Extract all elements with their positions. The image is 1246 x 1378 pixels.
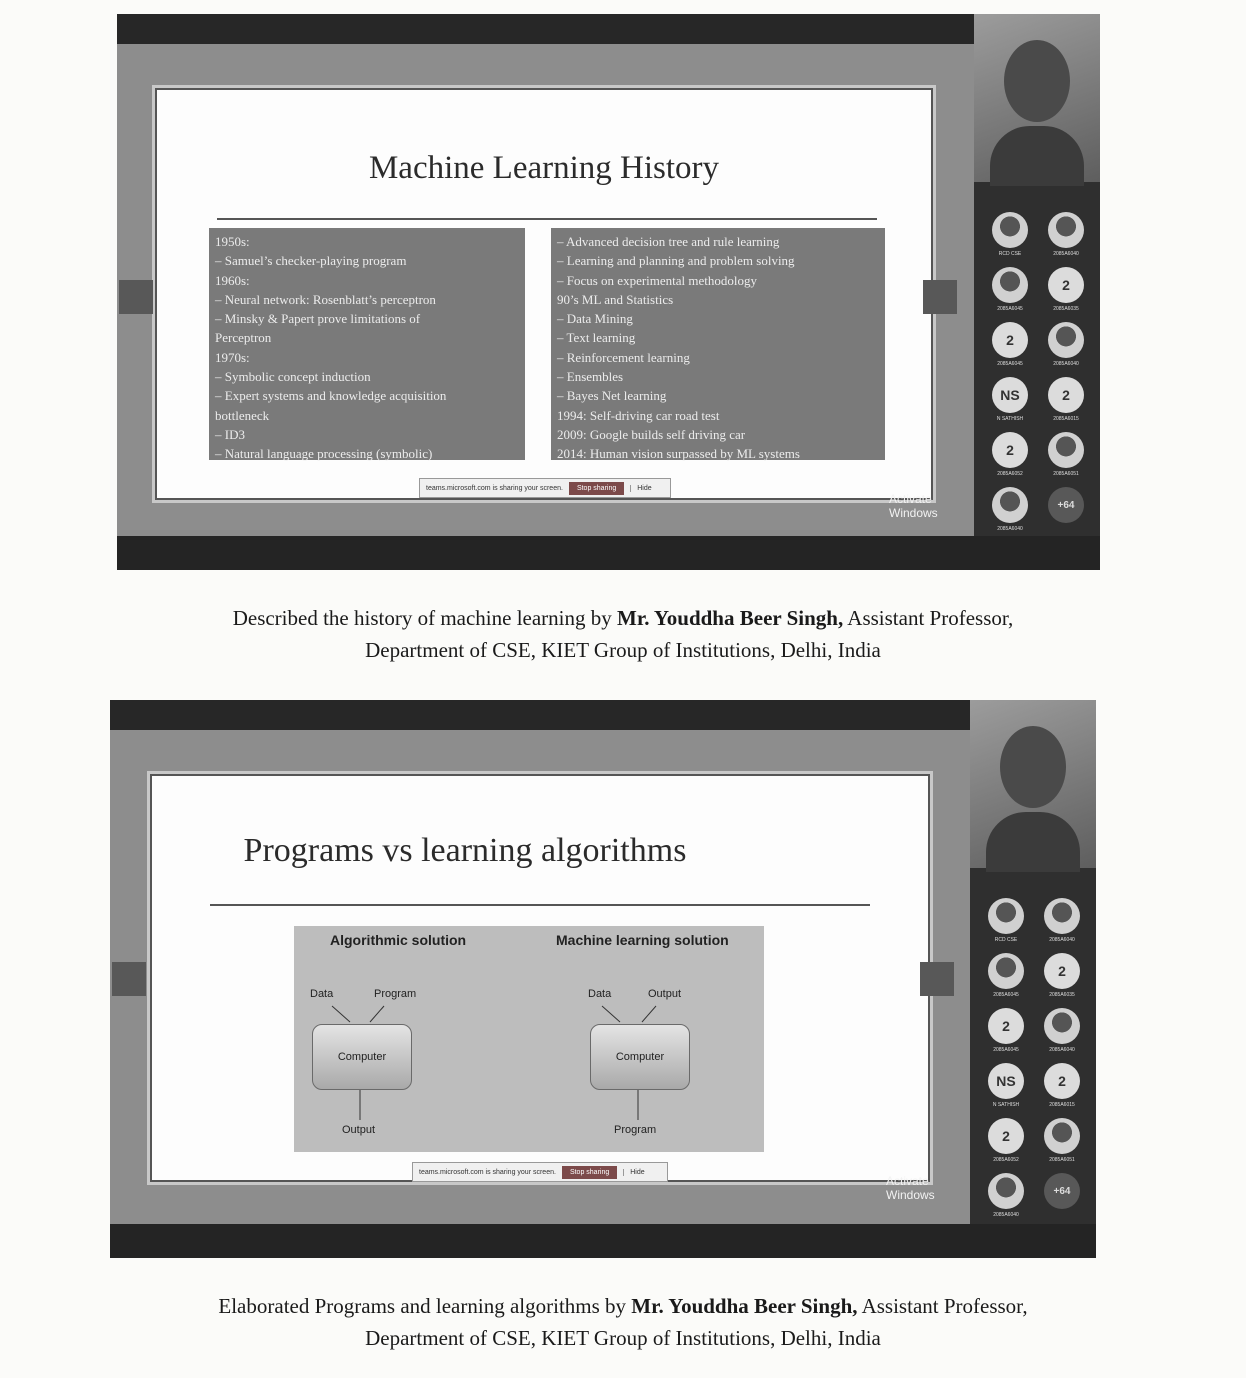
participant-name: 2085A6035 [1049,992,1075,998]
participant-initials: NS [988,1063,1024,1099]
participant-tile[interactable] [1034,953,1090,998]
title-divider [210,904,870,906]
meeting-bottom-bar [117,536,1100,570]
caption-1 [0,602,1246,666]
participant-avatar [988,1173,1024,1209]
participant-avatar [1044,1118,1080,1154]
history-line: 90’s ML and Statistics [557,291,674,307]
stop-sharing-button[interactable]: Stop sharing [562,1166,617,1179]
caption-2-role: Assistant Professor, [857,1294,1028,1318]
participant-name: 2085A6045 [997,361,1023,367]
history-line: – Data Mining [557,311,633,327]
caption-2-text: Elaborated Programs and learning algorithms by [218,1294,632,1318]
presenter-video [970,700,1096,868]
participant-tile[interactable] [978,953,1034,998]
history-line: – Text learning [557,330,636,346]
participant-name: 2085A6015 [1049,1102,1075,1108]
ml-output-label: Output [648,988,682,1000]
participant-avatar [1048,432,1084,468]
history-right-column [551,228,885,460]
screenshot-1 [117,14,1100,570]
caption-2 [0,1290,1246,1354]
participant-avatar [992,487,1028,523]
ml-program-label: Program [614,1124,657,1136]
history-line: – Ensembles [557,369,624,385]
history-line: – Natural language processing (symbolic) [215,446,433,462]
algorithmic-program-label: Program [374,988,417,1000]
caption-1-line-1 [0,602,1246,634]
participant-name: N SATHISH [992,1102,1020,1108]
history-line: – Expert systems and knowledge acquisition [215,388,447,404]
participant-initials: 2 [1048,267,1084,303]
participant-tile[interactable] [1038,267,1094,312]
share-status-text: teams.microsoft.com is sharing your screen. [426,484,563,492]
caption-2-line-1 [0,1290,1246,1322]
hide-button[interactable]: Hide [630,485,651,492]
caption-1-text: Described the history of machine learning by [232,606,617,630]
history-line: bottleneck [215,407,270,423]
screen-share-bar [412,1162,668,1182]
history-line: 1994: Self-driving car road test [557,407,720,423]
participant-tile[interactable] [982,322,1038,367]
history-line: – Minsky & Papert prove limitations of [215,311,421,327]
comparison-diagram [294,926,764,1152]
participant-name: 2085A6045 [993,992,1019,998]
history-line: 1950s: [215,234,250,249]
history-line: 1960s: [215,272,250,288]
screen-share-bar [419,478,671,498]
slide-title: Machine Learning History [368,150,720,186]
algorithmic-heading: Algorithmic solution [330,932,467,948]
participant-name: 2085A6045 [997,306,1023,312]
left-nav-handle[interactable] [112,962,146,996]
shared-screen-area [110,730,970,1224]
participant-avatar [1044,898,1080,934]
algorithmic-computer-box: Computer [312,1024,412,1090]
participant-name: 2085A6040 [993,1212,1019,1218]
participant-tile[interactable] [1034,898,1090,943]
history-line: – Advanced decision tree and rule learning [557,234,780,249]
participant-tile[interactable] [1034,1063,1090,1108]
slide [150,774,930,1182]
participant-tile[interactable] [982,267,1038,312]
participants-panel [974,14,1100,570]
participant-name: 2085A6051 [1049,1157,1075,1163]
participant-avatar [992,267,1028,303]
participant-avatar [1048,322,1084,358]
slide-title: Programs vs learning algorithms [243,832,687,869]
participant-initials: NS [992,377,1028,413]
participant-avatar [1048,212,1084,248]
algorithmic-data-label: Data [310,988,334,1000]
caption-1-line-2: Department of CSE, KIET Group of Institutions, Delhi, India [365,638,881,662]
participant-name: 2085A6040 [1049,937,1075,943]
participant-name: 2085A6040 [1053,251,1079,257]
participant-initials: 2 [992,432,1028,468]
algorithmic-output-label: Output [342,1124,376,1136]
screenshot-2 [110,700,1096,1258]
participant-initials: 2 [1048,377,1084,413]
history-line: – Learning and planning and problem solving [557,253,795,269]
participant-tile[interactable] [982,377,1038,422]
meeting-top-bar [117,14,1100,44]
participant-tile[interactable] [1038,487,1094,532]
participant-tile[interactable] [978,1063,1034,1108]
participant-name: 2085A6015 [1053,416,1079,422]
history-line: Perceptron [215,330,272,346]
participant-tile[interactable] [1034,1008,1090,1053]
participant-name: 2085A6040 [1049,1047,1075,1053]
presenter-head [1000,726,1066,808]
participant-tile[interactable] [1034,1118,1090,1163]
shared-screen-area [117,44,974,536]
participant-tile[interactable] [982,212,1038,257]
participant-tile[interactable] [1038,212,1094,257]
left-nav-handle[interactable] [119,280,153,314]
participant-name: 2085A6045 [993,1047,1019,1053]
history-line: – Samuel’s checker-playing program [215,253,407,269]
activate-windows-watermark: Activate Windows [889,492,938,520]
participant-tile[interactable] [978,1118,1034,1163]
participant-initials: 2 [1044,953,1080,989]
participant-name: 2085A6040 [1053,361,1079,367]
history-line: 2014: Human vision surpassed by ML systems [557,446,800,462]
history-line: – Bayes Net learning [557,388,667,404]
participant-name: 2085A6051 [1053,471,1079,477]
ml-computer-box: Computer [590,1024,690,1090]
caption-2-name: Mr. Youddha Beer Singh, [631,1294,858,1318]
participant-name: RCD CSE [994,937,1018,943]
caption-1-role: Assistant Professor, [843,606,1014,630]
participant-name: 2085A6040 [997,526,1023,532]
participant-name: RCD CSE [998,251,1022,257]
participant-name: N SATHISH [996,416,1024,422]
history-line: – Focus on experimental methodology [557,272,758,288]
participant-initials: +64 [1048,487,1084,523]
history-left-column [209,228,525,460]
participant-initials: 2 [988,1008,1024,1044]
participant-tile[interactable] [1038,377,1094,422]
participant-tile[interactable] [1038,322,1094,367]
slide [155,88,933,500]
right-nav-handle[interactable] [920,962,954,996]
stop-sharing-button[interactable]: Stop sharing [569,482,624,495]
presenter-video [974,14,1100,182]
participant-name: 2085A6035 [1053,306,1079,312]
participant-avatar [1044,1008,1080,1044]
meeting-top-bar [110,700,1096,730]
history-line: – Reinforcement learning [557,349,690,365]
caption-1-name: Mr. Youddha Beer Singh, [617,606,844,630]
history-line: 2009: Google builds self driving car [557,426,746,442]
participant-tile[interactable] [1034,1173,1090,1218]
participant-avatar [988,953,1024,989]
activate-windows-watermark: Activate Windows [886,1174,935,1202]
presenter-body [986,812,1080,872]
participant-tile[interactable] [978,1008,1034,1053]
title-divider [217,218,877,220]
participant-tile[interactable] [982,487,1038,532]
history-line: 1970s: [215,349,250,365]
participant-name [1034,1212,1090,1218]
participant-name [1038,526,1094,532]
ml-data-label: Data [588,988,612,1000]
presenter-body [990,126,1084,186]
history-line: – ID3 [215,426,245,442]
participant-tile[interactable] [978,898,1034,943]
history-line: – Neural network: Rosenblatt’s perceptron [215,291,436,307]
right-nav-handle[interactable] [923,280,957,314]
caption-2-line-2: Department of CSE, KIET Group of Institutions, Delhi, India [365,1326,881,1350]
participant-tile[interactable] [1038,432,1094,477]
participant-name: 2085A6052 [997,471,1023,477]
share-status-text: teams.microsoft.com is sharing your screen. [419,1168,556,1176]
participant-initials: 2 [992,322,1028,358]
ml-heading: Machine learning solution [556,932,729,948]
participant-name: 2085A6052 [993,1157,1019,1163]
participant-avatar [988,898,1024,934]
participant-initials: +64 [1044,1173,1080,1209]
participant-initials: 2 [988,1118,1024,1154]
history-line: – Symbolic concept induction [215,369,371,385]
participant-tile[interactable] [978,1173,1034,1218]
hide-button[interactable]: Hide [623,1169,644,1176]
participant-tile[interactable] [982,432,1038,477]
meeting-bottom-bar [110,1224,1096,1258]
participant-initials: 2 [1044,1063,1080,1099]
participant-avatar [992,212,1028,248]
presenter-head [1004,40,1070,122]
participants-panel [970,700,1096,1258]
